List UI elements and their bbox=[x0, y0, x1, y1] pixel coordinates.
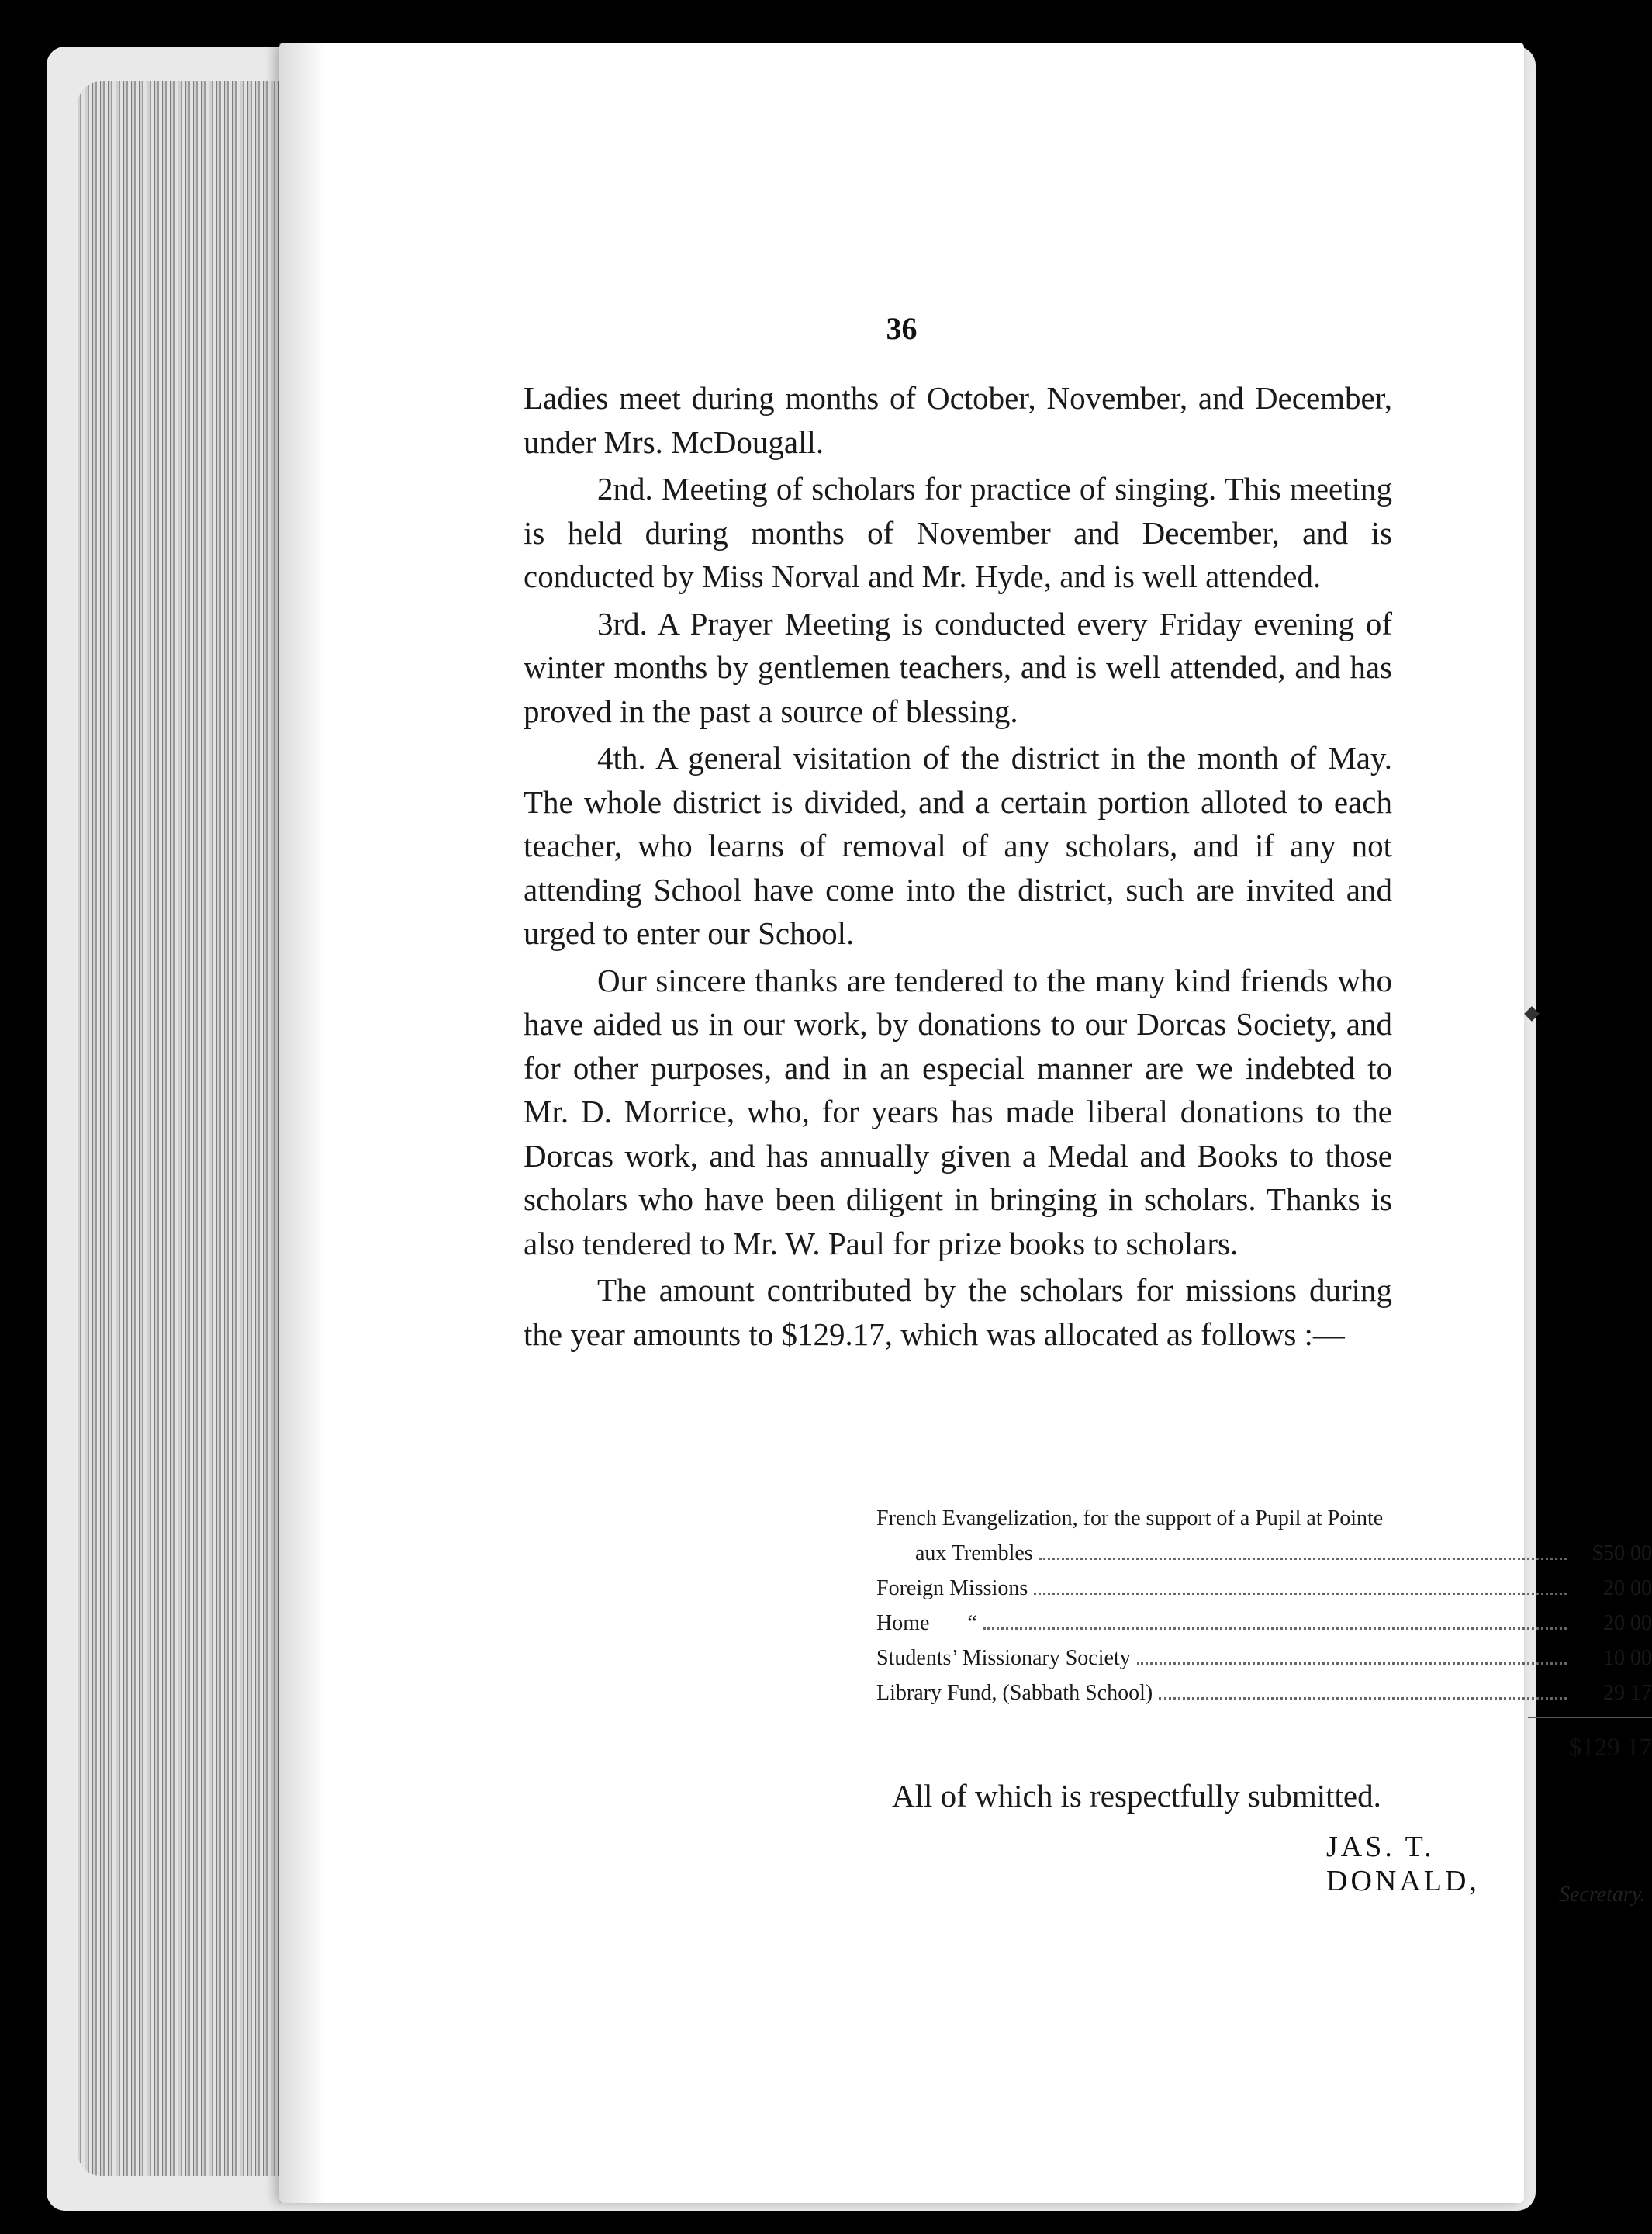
allocation-heading: French Evangelization, for the support of a Pupil at Pointe bbox=[876, 1506, 1384, 1530]
allocation-label: Foreign Missions bbox=[876, 1576, 1028, 1600]
allocation-amount: 20 00 bbox=[1603, 1611, 1652, 1635]
allocation-row bbox=[876, 1676, 1652, 1710]
allocation-list bbox=[876, 1501, 1652, 1710]
allocation-row bbox=[876, 1571, 1652, 1606]
leader-dots bbox=[983, 1627, 1567, 1630]
leader-dots bbox=[1159, 1697, 1567, 1700]
allocation-total: $129 17 bbox=[1568, 1734, 1652, 1762]
allocation-amount: 20 00 bbox=[1603, 1576, 1652, 1600]
allocation-label: aux Trembles bbox=[915, 1541, 1033, 1565]
book-page bbox=[279, 43, 1652, 2203]
leader-dots bbox=[1039, 1558, 1567, 1560]
allocation-row bbox=[876, 1641, 1652, 1676]
paragraph: Ladies meet during months of October, November, and December, under Mrs. McDougall. bbox=[524, 380, 1392, 460]
allocation-label: Library Fund, (Sabbath School) bbox=[876, 1681, 1153, 1705]
signature-title: Secretary. bbox=[1559, 1883, 1646, 1907]
allocation-row bbox=[876, 1606, 1652, 1641]
page-edges bbox=[78, 81, 310, 2176]
allocation-label: Home “ bbox=[876, 1611, 977, 1635]
paragraph: 4th. A general visitation of the district in the month of May. The whole district is divided, and a certain portion alloted to each teacher, who learns of removal of any scholars, and if any not attending School have come into the district, such are invited and urged to enter our School. bbox=[524, 740, 1392, 951]
body-text bbox=[524, 376, 1392, 1359]
paragraph: Our sincere thanks are tendered to the many kind friends who have aided us in our work, by donations to our Dorcas Society, and for other purposes, and in an especial manner are we indebted to Mr. D. Morrice, who, for years has made liberal donations to the Dorcas work, and has annually given a Medal and Books to those scholars who have been diligent in bringing in scholars. Thanks is also tendered to Mr. W. Paul for prize books to scholars. bbox=[524, 962, 1392, 1261]
total-rule bbox=[1528, 1717, 1652, 1718]
allocation-amount: 10 00 bbox=[1603, 1646, 1652, 1670]
leader-dots bbox=[1137, 1662, 1567, 1665]
allocation-label: Students’ Missionary Society bbox=[876, 1646, 1131, 1670]
signature-name: JAS. T. DONALD, bbox=[1326, 1831, 1480, 1897]
page-number: 36 bbox=[886, 311, 918, 346]
paragraph: 2nd. Meeting of scholars for practice of singing. This meeting is held during months of November and December, and is conducted by Miss Norval and Mr. Hyde, and is well attended. bbox=[524, 471, 1392, 594]
allocation-row bbox=[876, 1536, 1652, 1571]
allocation-amount: $50 00 bbox=[1592, 1541, 1652, 1565]
spine-shadow bbox=[279, 43, 326, 2203]
allocation-amount: 29 17 bbox=[1603, 1681, 1652, 1705]
paragraph: The amount contributed by the scholars for missions during the year amounts to $129.17, which was allocated as follows :— bbox=[524, 1272, 1392, 1352]
leader-dots bbox=[1034, 1593, 1567, 1595]
paragraph: 3rd. A Prayer Meeting is conducted every Friday evening of winter months by gentlemen teachers, and is well attended, and has proved in the past a source of blessing. bbox=[524, 605, 1392, 729]
closing-line: All of which is respectfully submitted. bbox=[892, 1778, 1381, 1814]
